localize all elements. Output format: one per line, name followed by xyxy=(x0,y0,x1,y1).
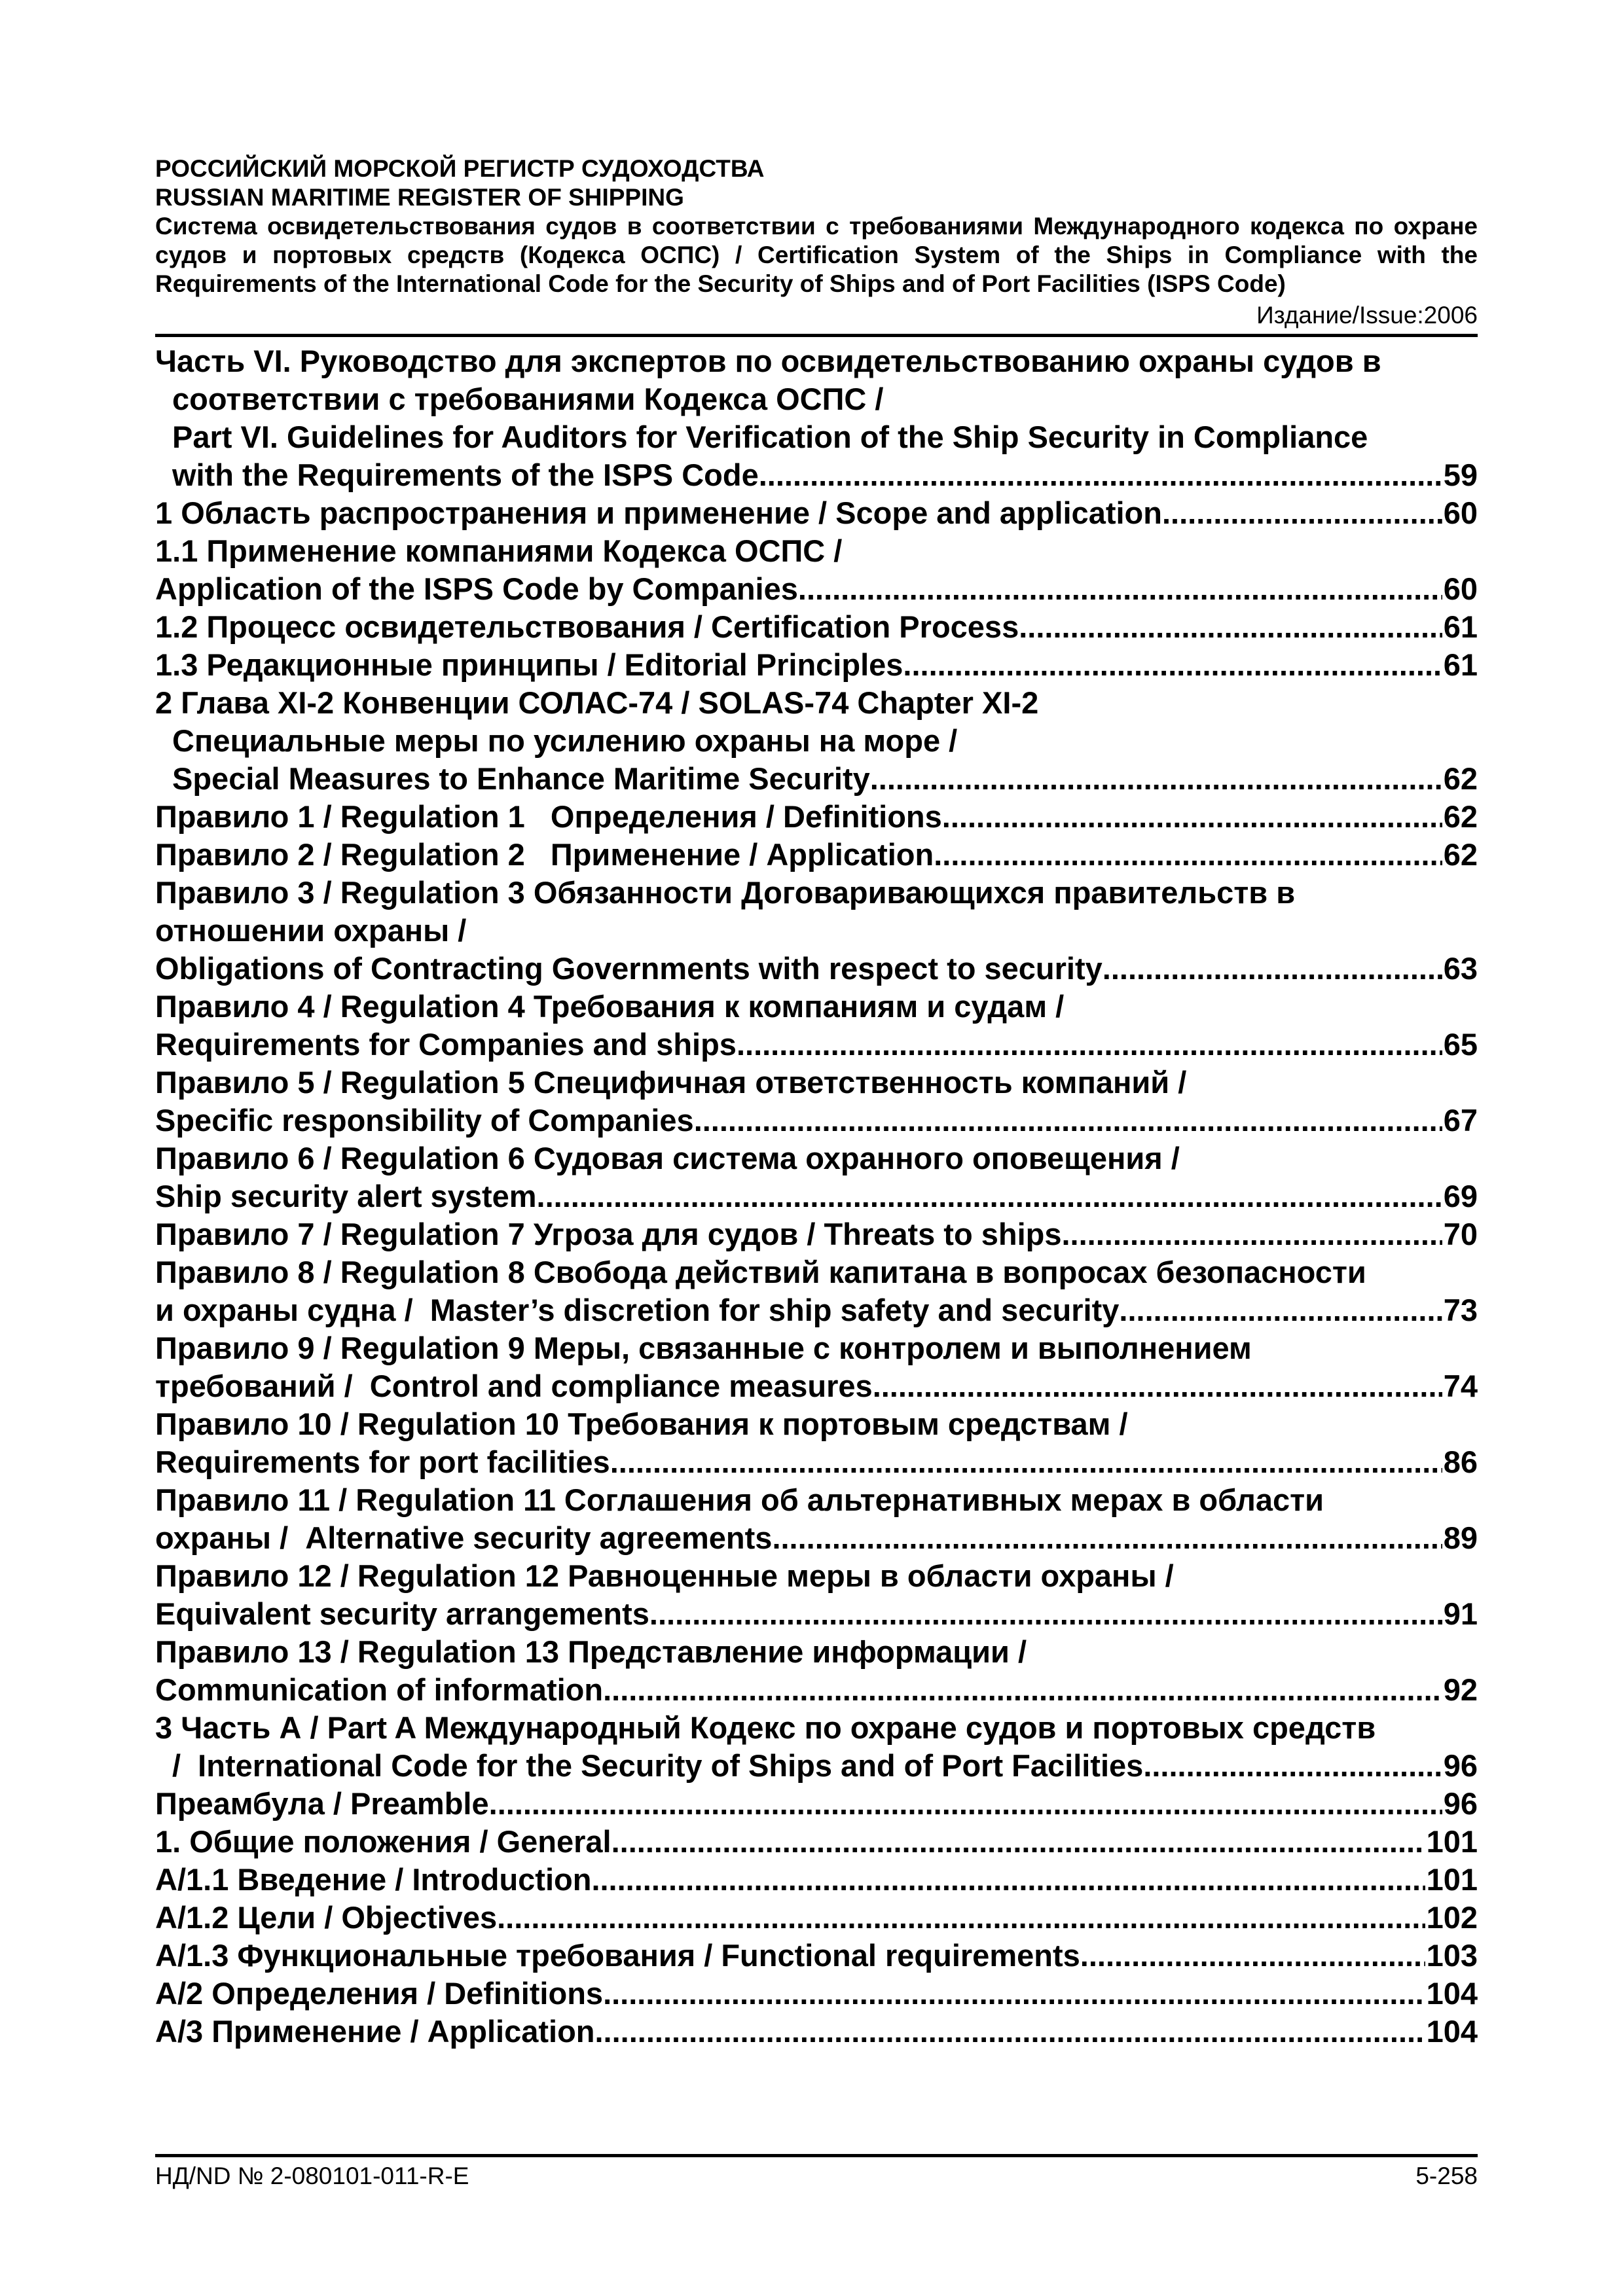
dot-leader xyxy=(1162,494,1442,532)
toc-page-number: 103 xyxy=(1426,1938,1478,1973)
document-description: Система освидетельствования судов в соответствии с требованиями Международного кодекса по охране судов и портовых средств (Кодекса ОСПС) / Certification System of the Ships in Compliance with the Requirements of the International Code for the Security of Ships and of Port Facilities (ISPS Code) xyxy=(155,213,1478,297)
toc-entry-line: 1.1 Применение компаниями Кодекса ОСПС / xyxy=(155,533,843,568)
toc-entry-title: Communication of information xyxy=(155,1672,604,1707)
dot-leader xyxy=(603,1671,1442,1709)
dot-leader xyxy=(873,1367,1442,1405)
toc-page-number: 73 xyxy=(1443,1293,1478,1327)
toc-entry-line: 3 Часть А / Part A Международный Кодекс по охране судов и портовых средств xyxy=(155,1710,1376,1745)
toc-entry-line: отношении охраны / xyxy=(155,913,467,948)
toc-entry-title: Specific responsibility of Companies xyxy=(155,1103,694,1138)
toc-entry[interactable] xyxy=(155,1253,1478,1329)
toc-page-number: 96 xyxy=(1443,1786,1478,1821)
dot-leader xyxy=(798,570,1442,608)
dot-leader xyxy=(603,1975,1425,2013)
dot-leader xyxy=(1103,950,1442,988)
toc-page-number: 62 xyxy=(1443,837,1478,872)
toc-entry-title: A/1.3 Функциональные требования / Functional requirements xyxy=(155,1938,1080,1973)
table-of-contents xyxy=(155,342,1478,2051)
toc-entry[interactable] xyxy=(155,1937,1478,1975)
toc-page-number: 60 xyxy=(1443,571,1478,606)
toc-page-number: 89 xyxy=(1443,1520,1478,1555)
dot-leader xyxy=(489,1785,1442,1823)
toc-entry[interactable] xyxy=(155,1709,1478,1785)
toc-entry-line: Правило 4 / Regulation 4 Требования к компаниям и судам / xyxy=(155,989,1065,1024)
dot-leader xyxy=(772,1519,1442,1557)
toc-entry-title: и охраны судна / Master’s discretion for ship safety and security xyxy=(155,1293,1120,1327)
dot-leader xyxy=(497,1899,1425,1937)
toc-page-number: 104 xyxy=(1426,2014,1478,2049)
dot-leader xyxy=(591,1861,1425,1899)
toc-entry[interactable] xyxy=(155,494,1478,532)
toc-entry-line: Правило 11 / Regulation 11 Соглашения об альтернативных мерах в области xyxy=(155,1482,1324,1517)
toc-page-number: 74 xyxy=(1443,1369,1478,1403)
toc-entry[interactable] xyxy=(155,608,1478,646)
toc-entry-line: Правило 13 / Regulation 13 Представление информации / xyxy=(155,1634,1027,1669)
toc-entry-line: соответствии с требованиями Кодекса ОСПС / xyxy=(172,382,884,416)
toc-entry-title: Requirements for port facilities xyxy=(155,1444,610,1479)
toc-entry[interactable] xyxy=(155,2013,1478,2051)
toc-entry[interactable] xyxy=(155,684,1478,798)
toc-entry[interactable] xyxy=(155,836,1478,874)
dot-leader xyxy=(1119,1291,1442,1329)
toc-entry-title: 1.2 Процесс освидетельствования / Certification Process xyxy=(155,609,1019,644)
toc-page-number: 59 xyxy=(1443,457,1478,492)
toc-entry-line: Правило 9 / Regulation 9 Меры, связанные с контролем и выполнением xyxy=(155,1331,1252,1365)
toc-entry[interactable] xyxy=(155,798,1478,836)
toc-entry-title: 1. Общие положения / General xyxy=(155,1824,611,1859)
footer-divider xyxy=(155,2154,1478,2157)
dot-leader xyxy=(759,456,1442,494)
dot-leader xyxy=(934,836,1442,874)
org-name-ru: РОССИЙСКИЙ МОРСКОЙ РЕГИСТР СУДОХОДСТВА xyxy=(155,155,765,182)
dot-leader xyxy=(649,1595,1442,1633)
dot-leader xyxy=(611,1823,1425,1861)
toc-entry-title: Правило 1 / Regulation 1 Определения / Definitions xyxy=(155,799,942,834)
dot-leader xyxy=(1061,1215,1442,1253)
toc-page-number: 70 xyxy=(1443,1217,1478,1251)
toc-entry[interactable] xyxy=(155,1861,1478,1899)
toc-page-number: 60 xyxy=(1443,495,1478,530)
toc-entry-title: требований / Control and compliance measures xyxy=(155,1369,873,1403)
dot-leader xyxy=(870,760,1442,798)
toc-entry-line: 2 Глава XI-2 Конвенции СОЛАС-74 / SOLAS-74 Chapter XI-2 xyxy=(155,685,1039,720)
toc-entry-title: Преамбула / Preamble xyxy=(155,1786,489,1821)
dot-leader xyxy=(694,1102,1442,1139)
toc-page-number: 104 xyxy=(1426,1976,1478,2011)
toc-page-number: 91 xyxy=(1443,1596,1478,1631)
dot-leader xyxy=(1080,1937,1425,1975)
toc-entry[interactable] xyxy=(155,1899,1478,1937)
dot-leader xyxy=(537,1177,1442,1215)
toc-entry-title: Requirements for Companies and ships xyxy=(155,1027,737,1062)
toc-entry-title: with the Requirements of the ISPS Code xyxy=(172,457,759,492)
toc-entry[interactable] xyxy=(155,1557,1478,1633)
toc-entry-line: Правило 12 / Regulation 12 Равноценные меры в области охраны / xyxy=(155,1558,1174,1593)
dot-leader xyxy=(903,646,1442,684)
toc-entry[interactable] xyxy=(155,1633,1478,1709)
toc-entry-title: A/3 Применение / Application xyxy=(155,2014,595,2049)
dot-leader xyxy=(1143,1747,1442,1785)
toc-entry-line: Правило 8 / Regulation 8 Свобода действий капитана в вопросах безопасности xyxy=(155,1255,1366,1289)
dot-leader xyxy=(595,2013,1425,2051)
toc-entry-line: Part VI. Guidelines for Auditors for Verification of the Ship Security in Compliance xyxy=(172,420,1368,454)
toc-page-number: 69 xyxy=(1443,1179,1478,1213)
toc-page-number: 92 xyxy=(1443,1672,1478,1707)
toc-entry[interactable] xyxy=(155,874,1478,988)
toc-entry-title: A/1.1 Введение / Introduction xyxy=(155,1862,592,1897)
toc-entry-title: A/2 Определения / Definitions xyxy=(155,1976,604,2011)
toc-page-number: 61 xyxy=(1443,609,1478,644)
toc-page-number: 63 xyxy=(1443,951,1478,986)
issue-label: Издание/Issue:2006 xyxy=(1256,302,1478,329)
toc-page-number: 96 xyxy=(1443,1748,1478,1783)
page-number: 5-258 xyxy=(1415,2162,1478,2189)
toc-page-number: 67 xyxy=(1443,1103,1478,1138)
toc-entry-line: Правило 3 / Regulation 3 Обязанности Договаривающихся правительств в xyxy=(155,875,1296,910)
toc-entry-title: Obligations of Contracting Governments with respect to security xyxy=(155,951,1103,986)
toc-entry[interactable] xyxy=(155,1481,1478,1557)
toc-entry[interactable] xyxy=(155,646,1478,684)
toc-entry[interactable] xyxy=(155,1329,1478,1405)
dot-leader xyxy=(737,1026,1442,1064)
toc-entry-line: Специальные меры по усилению охраны на море / xyxy=(172,723,958,758)
toc-page-number: 101 xyxy=(1426,1862,1478,1897)
toc-page-number: 62 xyxy=(1443,761,1478,796)
dot-leader xyxy=(942,798,1442,836)
toc-page-number: 101 xyxy=(1426,1824,1478,1859)
toc-page-number: 62 xyxy=(1443,799,1478,834)
org-name-en: RUSSIAN MARITIME REGISTER OF SHIPPING xyxy=(155,184,684,211)
toc-entry-title: 1 Область распространения и применение / Scope and application xyxy=(155,495,1162,530)
toc-page-number: 61 xyxy=(1443,647,1478,682)
toc-entry[interactable] xyxy=(155,1405,1478,1481)
dot-leader xyxy=(610,1443,1442,1481)
toc-entry-title: Equivalent security arrangements xyxy=(155,1596,649,1631)
toc-page-number: 65 xyxy=(1443,1027,1478,1062)
toc-entry[interactable] xyxy=(155,1064,1478,1139)
toc-entry-title: Правило 7 / Regulation 7 Угроза для судов / Threats to ships xyxy=(155,1217,1062,1251)
toc-entry[interactable] xyxy=(155,1215,1478,1253)
toc-entry[interactable] xyxy=(155,342,1478,494)
toc-entry[interactable] xyxy=(155,988,1478,1064)
toc-entry[interactable] xyxy=(155,1823,1478,1861)
page-footer xyxy=(155,2162,1478,2191)
toc-entry-title: Special Measures to Enhance Maritime Security xyxy=(172,761,870,796)
toc-entry-title: / International Code for the Security of Ships and of Port Facilities xyxy=(172,1748,1144,1783)
toc-entry-title: охраны / Alternative security agreements xyxy=(155,1520,773,1555)
toc-entry-title: Application of the ISPS Code by Companies xyxy=(155,571,798,606)
toc-entry-line: Часть VI. Руководство для экспертов по освидетельствованию охраны судов в xyxy=(155,344,1381,378)
toc-page-number: 102 xyxy=(1426,1900,1478,1935)
document-page xyxy=(155,154,1478,2051)
toc-entry-title: 1.3 Редакционные принципы / Editorial Principles xyxy=(155,647,903,682)
toc-entry-line: Правило 6 / Regulation 6 Судовая система охранного оповещения / xyxy=(155,1141,1180,1175)
dot-leader xyxy=(1019,608,1442,646)
toc-entry-line: Правило 10 / Regulation 10 Требования к портовым средствам / xyxy=(155,1407,1128,1441)
toc-page-number: 86 xyxy=(1443,1444,1478,1479)
toc-entry-title: A/1.2 Цели / Objectives xyxy=(155,1900,498,1935)
toc-entry[interactable] xyxy=(155,1975,1478,2013)
toc-entry[interactable] xyxy=(155,1785,1478,1823)
toc-entry-title: Правило 2 / Regulation 2 Применение / Application xyxy=(155,837,934,872)
header-divider xyxy=(155,334,1478,337)
document-number: НД/ND № 2-080101-011-R-E xyxy=(155,2162,469,2189)
toc-entry[interactable] xyxy=(155,1139,1478,1215)
toc-entry[interactable] xyxy=(155,532,1478,608)
toc-entry-line: Правило 5 / Regulation 5 Специфичная ответственность компаний / xyxy=(155,1065,1187,1100)
toc-entry-title: Ship security alert system xyxy=(155,1179,537,1213)
